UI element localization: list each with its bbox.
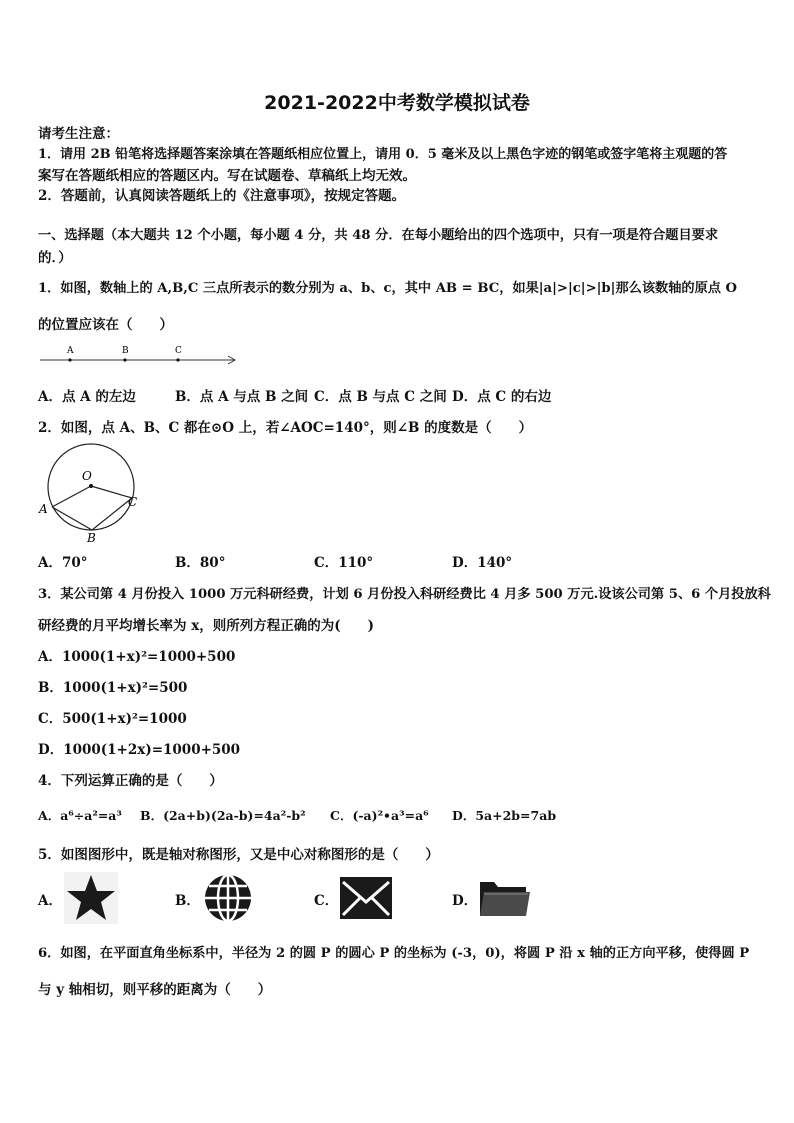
q5-option-a: A． — [38, 893, 62, 909]
folder-icon — [476, 874, 532, 922]
q2-option-d: D．140° — [452, 555, 513, 571]
point-b-label: B — [122, 346, 129, 356]
q4-option-c: C．(-a)²•a³=a⁶ — [330, 808, 429, 823]
q6-stem-line-1: 6．如图，在平面直角坐标系中，半径为 2 的圆 P 的圆心 P 的坐标为 (-3，0)，将圆 P 沿 x 轴的正方向平移，使得圆 P — [38, 946, 750, 961]
q2-option-c: C．110° — [314, 555, 374, 571]
point-a — [68, 358, 71, 361]
q1-stem-line-2: 的位置应该在（ ） — [38, 317, 173, 333]
notice-heading: 请考生注意： — [38, 126, 119, 142]
q3-option-a: A．1000(1+x)²=1000+500 — [38, 649, 236, 665]
circle-figure — [36, 440, 156, 545]
notice-line-2: 2．答题前，认真阅读答题纸上的《注意事项》，按规定答题。 — [38, 188, 406, 204]
q2-stem: 2．如图，点 A、B、C 都在⊙O 上，若∠AOC=140°，则∠B 的度数是（ ） — [38, 420, 533, 436]
q3-option-d: D．1000(1+2x)=1000+500 — [38, 742, 241, 758]
q5-option-c: C． — [314, 893, 339, 909]
q1-option-a: A．点 A 的左边 — [38, 389, 136, 405]
point-c — [176, 358, 179, 361]
q3-stem-line-1: 3．某公司第 4 月份投入 1000 万元科研经费，计划 6 月份投入科研经费比 4 月多 500 万元.设该公司第 5、6 个月投放科 — [38, 587, 771, 602]
point-a-label: A — [67, 346, 74, 356]
q1-option-c: C．点 B 与点 C 之间 — [314, 389, 447, 405]
point-c-label: C — [175, 346, 182, 356]
q1-option-d: D．点 C 的右边 — [452, 389, 552, 405]
q5-option-d: D． — [452, 893, 478, 909]
q1-stem-line-1: 1．如图，数轴上的 A,B,C 三点所表示的数分别为 a、b、c，其中 AB = BC，如果|a|>|c|>|b|那么该数轴的原点 O — [38, 281, 738, 296]
q3-option-c: C．500(1+x)²=1000 — [38, 711, 187, 727]
segment-ab — [52, 507, 92, 530]
label-c: C — [128, 495, 138, 509]
q5-stem: 5．如图图形中，既是轴对称图形，又是中心对称图形的是（ ） — [38, 847, 439, 863]
segment-oa — [52, 486, 91, 507]
center-point — [89, 484, 93, 488]
q3-option-b: B．1000(1+x)²=500 — [38, 680, 188, 696]
q3-stem-line-2: 研经费的月平均增长率为 x，则所列方程正确的为( ) — [38, 618, 375, 634]
q4-stem: 4．下列运算正确的是（ ） — [38, 773, 223, 789]
point-b — [123, 358, 126, 361]
notice-line-1a: 1．请用 2B 铅笔将选择题答案涂填在答题纸相应位置上，请用 0．5 毫米及以上黑色字迹的钢笔或签字笔将主观题的答 — [38, 147, 728, 162]
q4-option-b: B．(2a+b)(2a-b)=4a²-b² — [140, 808, 306, 823]
envelope-icon — [338, 874, 394, 922]
q4-option-d: D．5a+2b=7ab — [452, 808, 557, 823]
section-heading-end: 的．） — [38, 250, 72, 266]
label-b: B — [87, 531, 96, 545]
notice-line-1b: 案写在答题纸相应的答题区内。写在试题卷、草稿纸上均无效。 — [38, 168, 416, 184]
section-heading: 一、选择题（本大题共 12 个小题，每小题 4 分，共 48 分．在每小题给出的四个选项中，只有一项是符合题目要求 — [38, 228, 719, 243]
q1-option-b: B．点 A 与点 B 之间 — [175, 389, 309, 405]
segment-oc — [91, 486, 132, 498]
q6-stem-line-2: 与 y 轴相切，则平移的距离为（ ） — [38, 982, 272, 998]
number-line-figure — [36, 340, 246, 370]
q2-option-b: B．80° — [175, 555, 226, 571]
q4-option-a: A．a⁶÷a²=a³ — [38, 808, 122, 823]
label-o: O — [82, 469, 92, 483]
globe-icon — [200, 872, 256, 924]
q2-option-a: A．70° — [38, 555, 88, 571]
page-title: 2021-2022中考数学模拟试卷 — [264, 92, 530, 114]
q5-option-b: B． — [175, 893, 200, 909]
star-icon — [64, 872, 118, 924]
label-a: A — [39, 502, 48, 516]
